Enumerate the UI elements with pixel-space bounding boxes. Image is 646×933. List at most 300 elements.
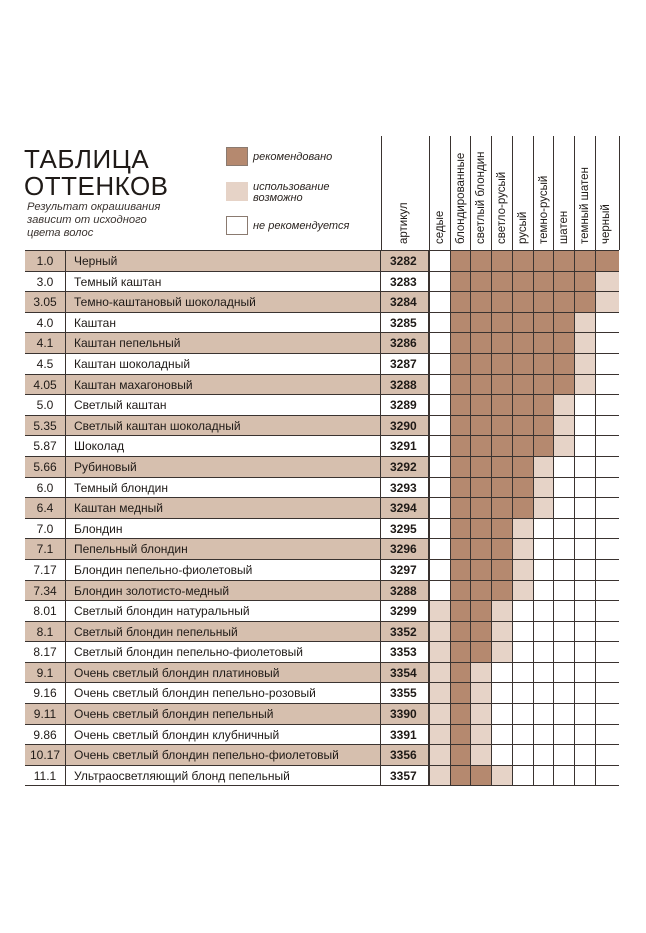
compat-cell-русый — [512, 560, 533, 580]
compat-cell-светлый блондин — [470, 416, 491, 436]
compat-cell-темный шатен — [574, 519, 595, 539]
compat-cell-черный — [595, 766, 619, 786]
shade-name: Очень светлый блондин клубничный — [66, 725, 381, 745]
compat-cell-шатен — [553, 436, 574, 456]
shade-number: 4.0 — [25, 313, 66, 333]
header-divider — [491, 136, 492, 250]
article-number: 3295 — [381, 519, 429, 539]
compat-cell-темно-русый — [533, 478, 553, 498]
shade-name: Блондин пепельно-фиолетовый — [66, 560, 381, 580]
compat-cell-шатен — [553, 725, 574, 745]
shade-name: Очень светлый блондин пепельно-розовый — [66, 683, 381, 703]
compat-cell-шатен — [553, 354, 574, 374]
table-row — [25, 663, 619, 684]
compat-cell-русый — [512, 663, 533, 683]
compat-cell-черный — [595, 354, 619, 374]
table-row — [25, 539, 619, 560]
compat-cell-светлый блондин — [470, 354, 491, 374]
compat-cell-черный — [595, 436, 619, 456]
compat-cell-темно-русый — [533, 416, 553, 436]
compat-cell-блондированные — [450, 395, 470, 415]
legend-label-possible — [253, 182, 330, 204]
compat-cell-черный — [595, 745, 619, 765]
compat-cell-светлый блондин — [470, 395, 491, 415]
compat-cell-шатен — [553, 683, 574, 703]
compat-cell-темный шатен — [574, 395, 595, 415]
compat-cell-темный шатен — [574, 601, 595, 621]
compat-cell-светлый блондин — [470, 457, 491, 477]
compat-cell-светлый блондин — [470, 601, 491, 621]
compat-cell-черный — [595, 272, 619, 292]
row-divider — [25, 785, 619, 786]
compat-cell-светлый блондин — [470, 581, 491, 601]
compat-cell-черный — [595, 395, 619, 415]
compat-cell-темно-русый — [533, 292, 553, 312]
compat-cell-черный — [595, 642, 619, 662]
article-number: 3355 — [381, 683, 429, 703]
legend-label-possible-1: использование — [253, 181, 330, 193]
table-row — [25, 333, 619, 354]
article-number: 3294 — [381, 498, 429, 518]
compat-cell-седые — [429, 375, 450, 395]
compat-cell-черный — [595, 622, 619, 642]
shade-name: Каштан — [66, 313, 381, 333]
table-row — [25, 766, 619, 787]
compat-cell-седые — [429, 272, 450, 292]
shade-number: 10.17 — [25, 745, 66, 765]
compat-cell-седые — [429, 519, 450, 539]
compat-cell-темно-русый — [533, 622, 553, 642]
compat-cell-шатен — [553, 581, 574, 601]
compat-cell-черный — [595, 663, 619, 683]
compat-cell-светло-русый — [491, 416, 512, 436]
table-row — [25, 622, 619, 643]
compat-cell-темный шатен — [574, 457, 595, 477]
header-divider — [429, 136, 430, 250]
compat-cell-блондированные — [450, 601, 470, 621]
compat-cell-светло-русый — [491, 725, 512, 745]
compat-cell-светлый блондин — [470, 622, 491, 642]
compat-cell-черный — [595, 519, 619, 539]
compat-cell-русый — [512, 519, 533, 539]
compat-cell-черный — [595, 560, 619, 580]
article-number: 3290 — [381, 416, 429, 436]
compat-cell-шатен — [553, 251, 574, 271]
table-row — [25, 478, 619, 499]
shade-name: Светлый блондин пепельно-фиолетовый — [66, 642, 381, 662]
shade-number: 7.0 — [25, 519, 66, 539]
compat-cell-светло-русый — [491, 581, 512, 601]
compat-cell-русый — [512, 416, 533, 436]
compat-cell-черный — [595, 601, 619, 621]
compat-cell-русый — [512, 622, 533, 642]
compat-cell-темно-русый — [533, 333, 553, 353]
compat-cell-черный — [595, 498, 619, 518]
compat-cell-светло-русый — [491, 704, 512, 724]
article-number: 3353 — [381, 642, 429, 662]
compat-cell-светлый блондин — [470, 333, 491, 353]
article-number: 3357 — [381, 766, 429, 786]
shade-number: 5.35 — [25, 416, 66, 436]
compat-cell-темный шатен — [574, 725, 595, 745]
compat-cell-блондированные — [450, 519, 470, 539]
compat-cell-блондированные — [450, 313, 470, 333]
compat-cell-блондированные — [450, 663, 470, 683]
article-number: 3390 — [381, 704, 429, 724]
table-row — [25, 519, 619, 540]
compat-cell-светлый блондин — [470, 725, 491, 745]
compat-cell-седые — [429, 292, 450, 312]
compat-cell-черный — [595, 581, 619, 601]
subtitle-line-3: цвета волос — [27, 227, 94, 239]
shade-number: 3.05 — [25, 292, 66, 312]
compat-cell-светлый блондин — [470, 642, 491, 662]
compat-cell-темный шатен — [574, 683, 595, 703]
compat-cell-шатен — [553, 498, 574, 518]
legend-swatch-recommended — [226, 147, 248, 166]
compat-cell-светло-русый — [491, 663, 512, 683]
compat-cell-черный — [595, 457, 619, 477]
header-hair-1: блондированные — [455, 152, 467, 244]
compat-cell-темный шатен — [574, 333, 595, 353]
table-row — [25, 498, 619, 519]
compat-cell-светлый блондин — [470, 375, 491, 395]
page-title — [24, 146, 169, 200]
compat-cell-темный шатен — [574, 313, 595, 333]
compat-cell-темный шатен — [574, 704, 595, 724]
compat-cell-темно-русый — [533, 539, 553, 559]
compat-cell-темно-русый — [533, 581, 553, 601]
compat-cell-светло-русый — [491, 601, 512, 621]
subtitle-line-1: Результат окрашивания — [27, 201, 161, 213]
compat-cell-темно-русый — [533, 560, 553, 580]
compat-cell-светлый блондин — [470, 251, 491, 271]
shade-name: Очень светлый блондин пепельный — [66, 704, 381, 724]
compat-cell-шатен — [553, 622, 574, 642]
compat-cell-седые — [429, 498, 450, 518]
compat-cell-блондированные — [450, 745, 470, 765]
compat-cell-светло-русый — [491, 642, 512, 662]
compat-cell-светлый блондин — [470, 766, 491, 786]
compat-cell-шатен — [553, 560, 574, 580]
legend-label-possible-2: возможно — [253, 192, 303, 204]
shade-name: Каштан медный — [66, 498, 381, 518]
compat-cell-светлый блондин — [470, 683, 491, 703]
compat-cell-светло-русый — [491, 766, 512, 786]
compat-cell-русый — [512, 313, 533, 333]
article-number: 3292 — [381, 457, 429, 477]
compat-cell-темный шатен — [574, 581, 595, 601]
compat-cell-черный — [595, 251, 619, 271]
compat-cell-седые — [429, 251, 450, 271]
article-number: 3283 — [381, 272, 429, 292]
shade-number: 3.0 — [25, 272, 66, 292]
compat-cell-седые — [429, 766, 450, 786]
compat-cell-блондированные — [450, 581, 470, 601]
compat-cell-седые — [429, 478, 450, 498]
compat-cell-темно-русый — [533, 725, 553, 745]
shade-name: Очень светлый блондин пепельно-фиолетовый — [66, 745, 381, 765]
compat-cell-темный шатен — [574, 251, 595, 271]
shade-number: 5.87 — [25, 436, 66, 456]
compat-cell-светлый блондин — [470, 745, 491, 765]
title-line-2: ОТТЕНКОВ — [24, 171, 169, 201]
shade-name: Ультраосветляющий блонд пепельный — [66, 766, 381, 786]
table-row — [25, 683, 619, 704]
compat-cell-темный шатен — [574, 622, 595, 642]
shade-number: 9.86 — [25, 725, 66, 745]
shade-name: Блондин — [66, 519, 381, 539]
compat-cell-блондированные — [450, 560, 470, 580]
header-hair-7: темный шатен — [579, 167, 591, 244]
compat-cell-блондированные — [450, 251, 470, 271]
compat-cell-седые — [429, 725, 450, 745]
compat-cell-светло-русый — [491, 313, 512, 333]
compat-cell-темный шатен — [574, 416, 595, 436]
article-number: 3293 — [381, 478, 429, 498]
table-row — [25, 416, 619, 437]
compat-cell-седые — [429, 416, 450, 436]
compat-cell-русый — [512, 581, 533, 601]
compat-cell-темно-русый — [533, 457, 553, 477]
compat-cell-седые — [429, 354, 450, 374]
shade-name: Темный блондин — [66, 478, 381, 498]
table-row — [25, 292, 619, 313]
shade-name: Темный каштан — [66, 272, 381, 292]
article-number: 3291 — [381, 436, 429, 456]
table-row — [25, 436, 619, 457]
compat-cell-русый — [512, 457, 533, 477]
article-number: 3356 — [381, 745, 429, 765]
article-number: 3299 — [381, 601, 429, 621]
compat-cell-светлый блондин — [470, 519, 491, 539]
compat-cell-светло-русый — [491, 251, 512, 271]
compat-cell-русый — [512, 601, 533, 621]
header-hair-8: черный — [600, 204, 612, 244]
shade-name: Пепельный блондин — [66, 539, 381, 559]
table-row — [25, 725, 619, 746]
compat-cell-темный шатен — [574, 498, 595, 518]
compat-cell-седые — [429, 683, 450, 703]
shade-name: Черный — [66, 251, 381, 271]
shade-name: Очень светлый блондин платиновый — [66, 663, 381, 683]
shade-number: 8.17 — [25, 642, 66, 662]
compat-cell-русый — [512, 704, 533, 724]
article-number: 3354 — [381, 663, 429, 683]
article-number: 3286 — [381, 333, 429, 353]
compat-cell-светлый блондин — [470, 704, 491, 724]
compat-cell-шатен — [553, 272, 574, 292]
shade-name: Светлый блондин натуральный — [66, 601, 381, 621]
compat-cell-блондированные — [450, 725, 470, 745]
header-divider — [381, 136, 382, 250]
compat-cell-темный шатен — [574, 478, 595, 498]
compat-cell-шатен — [553, 519, 574, 539]
table-row — [25, 601, 619, 622]
compat-cell-светло-русый — [491, 622, 512, 642]
shade-name: Светлый каштан — [66, 395, 381, 415]
table-row — [25, 395, 619, 416]
compat-cell-светло-русый — [491, 333, 512, 353]
header-divider — [619, 136, 620, 250]
header-hair-3: светло-русый — [496, 171, 508, 244]
compat-cell-седые — [429, 601, 450, 621]
compat-cell-светлый блондин — [470, 498, 491, 518]
compat-cell-седые — [429, 395, 450, 415]
article-number: 3287 — [381, 354, 429, 374]
shade-number: 9.16 — [25, 683, 66, 703]
compat-cell-блондированные — [450, 457, 470, 477]
compat-cell-светлый блондин — [470, 292, 491, 312]
compat-cell-темный шатен — [574, 663, 595, 683]
shade-number: 7.34 — [25, 581, 66, 601]
header-divider — [595, 136, 596, 250]
compat-cell-светлый блондин — [470, 560, 491, 580]
compat-cell-черный — [595, 333, 619, 353]
compat-cell-русый — [512, 725, 533, 745]
subtitle — [27, 201, 197, 240]
compat-cell-светло-русый — [491, 560, 512, 580]
article-number: 3297 — [381, 560, 429, 580]
compat-cell-шатен — [553, 766, 574, 786]
compat-cell-светло-русый — [491, 354, 512, 374]
compat-cell-седые — [429, 560, 450, 580]
compat-cell-черный — [595, 725, 619, 745]
compat-cell-блондированные — [450, 539, 470, 559]
compat-cell-блондированные — [450, 704, 470, 724]
compat-cell-темный шатен — [574, 560, 595, 580]
compat-cell-темно-русый — [533, 375, 553, 395]
compat-cell-темный шатен — [574, 375, 595, 395]
compat-cell-блондированные — [450, 498, 470, 518]
shade-number: 7.1 — [25, 539, 66, 559]
table-row — [25, 313, 619, 334]
compat-cell-русый — [512, 395, 533, 415]
compat-cell-темный шатен — [574, 272, 595, 292]
article-number: 3282 — [381, 251, 429, 271]
compat-cell-темно-русый — [533, 663, 553, 683]
shade-name: Темно-каштановый шоколадный — [66, 292, 381, 312]
compat-cell-светло-русый — [491, 478, 512, 498]
compat-cell-шатен — [553, 333, 574, 353]
compat-cell-светлый блондин — [470, 478, 491, 498]
compat-cell-русый — [512, 354, 533, 374]
compat-cell-седые — [429, 704, 450, 724]
table-row — [25, 560, 619, 581]
compat-cell-блондированные — [450, 375, 470, 395]
header-divider — [574, 136, 575, 250]
shade-name: Шоколад — [66, 436, 381, 456]
compat-cell-блондированные — [450, 333, 470, 353]
shade-name: Рубиновый — [66, 457, 381, 477]
shade-name: Блондин золотисто-медный — [66, 581, 381, 601]
compat-cell-светлый блондин — [470, 313, 491, 333]
shade-name: Каштан махагоновый — [66, 375, 381, 395]
article-number: 3296 — [381, 539, 429, 559]
shade-number: 4.05 — [25, 375, 66, 395]
compat-cell-седые — [429, 539, 450, 559]
compat-cell-светло-русый — [491, 683, 512, 703]
table-row — [25, 704, 619, 725]
shade-number: 6.0 — [25, 478, 66, 498]
compat-cell-седые — [429, 622, 450, 642]
compat-cell-светло-русый — [491, 375, 512, 395]
shade-number: 7.17 — [25, 560, 66, 580]
compat-cell-светло-русый — [491, 395, 512, 415]
compat-cell-блондированные — [450, 292, 470, 312]
compat-cell-шатен — [553, 663, 574, 683]
table-row — [25, 375, 619, 396]
compat-cell-темно-русый — [533, 395, 553, 415]
compat-cell-темно-русый — [533, 272, 553, 292]
compat-cell-шатен — [553, 601, 574, 621]
compat-cell-светло-русый — [491, 539, 512, 559]
table-row — [25, 457, 619, 478]
shade-number: 9.1 — [25, 663, 66, 683]
compat-cell-шатен — [553, 457, 574, 477]
compat-cell-светлый блондин — [470, 539, 491, 559]
compat-cell-темный шатен — [574, 766, 595, 786]
article-number: 3288 — [381, 581, 429, 601]
compat-cell-русый — [512, 642, 533, 662]
compat-cell-седые — [429, 333, 450, 353]
compat-cell-темно-русый — [533, 766, 553, 786]
legend-label-recommended: рекомендовано — [253, 151, 333, 163]
table-row — [25, 251, 619, 272]
compat-cell-темный шатен — [574, 642, 595, 662]
header-divider — [470, 136, 471, 250]
compat-cell-блондированные — [450, 416, 470, 436]
compat-cell-темно-русый — [533, 313, 553, 333]
compat-cell-темно-русый — [533, 498, 553, 518]
header-hair-5: темно-русый — [538, 175, 550, 244]
compat-cell-шатен — [553, 375, 574, 395]
compat-cell-блондированные — [450, 683, 470, 703]
compat-cell-светло-русый — [491, 292, 512, 312]
compat-cell-темно-русый — [533, 251, 553, 271]
header-hair-6: шатен — [558, 210, 570, 244]
compat-cell-светлый блондин — [470, 436, 491, 456]
compat-cell-черный — [595, 539, 619, 559]
title-line-1: ТАБЛИЦА — [24, 144, 150, 174]
compat-cell-блондированные — [450, 272, 470, 292]
compat-cell-русый — [512, 683, 533, 703]
compat-cell-русый — [512, 745, 533, 765]
compat-cell-русый — [512, 272, 533, 292]
compat-cell-русый — [512, 375, 533, 395]
compat-cell-черный — [595, 704, 619, 724]
shade-name: Каштан шоколадный — [66, 354, 381, 374]
article-number: 3289 — [381, 395, 429, 415]
compat-cell-шатен — [553, 292, 574, 312]
compat-cell-шатен — [553, 642, 574, 662]
compat-cell-черный — [595, 375, 619, 395]
compat-cell-светло-русый — [491, 272, 512, 292]
compat-cell-светло-русый — [491, 436, 512, 456]
compat-cell-черный — [595, 683, 619, 703]
compat-cell-темно-русый — [533, 601, 553, 621]
compat-cell-темный шатен — [574, 436, 595, 456]
compat-cell-темно-русый — [533, 436, 553, 456]
compat-cell-русый — [512, 766, 533, 786]
legend-swatch-not-recommended — [226, 216, 248, 235]
compat-cell-блондированные — [450, 354, 470, 374]
compat-cell-седые — [429, 313, 450, 333]
article-number: 3391 — [381, 725, 429, 745]
compat-cell-светлый блондин — [470, 272, 491, 292]
compat-cell-блондированные — [450, 642, 470, 662]
subtitle-line-2: зависит от исходного — [27, 214, 147, 226]
